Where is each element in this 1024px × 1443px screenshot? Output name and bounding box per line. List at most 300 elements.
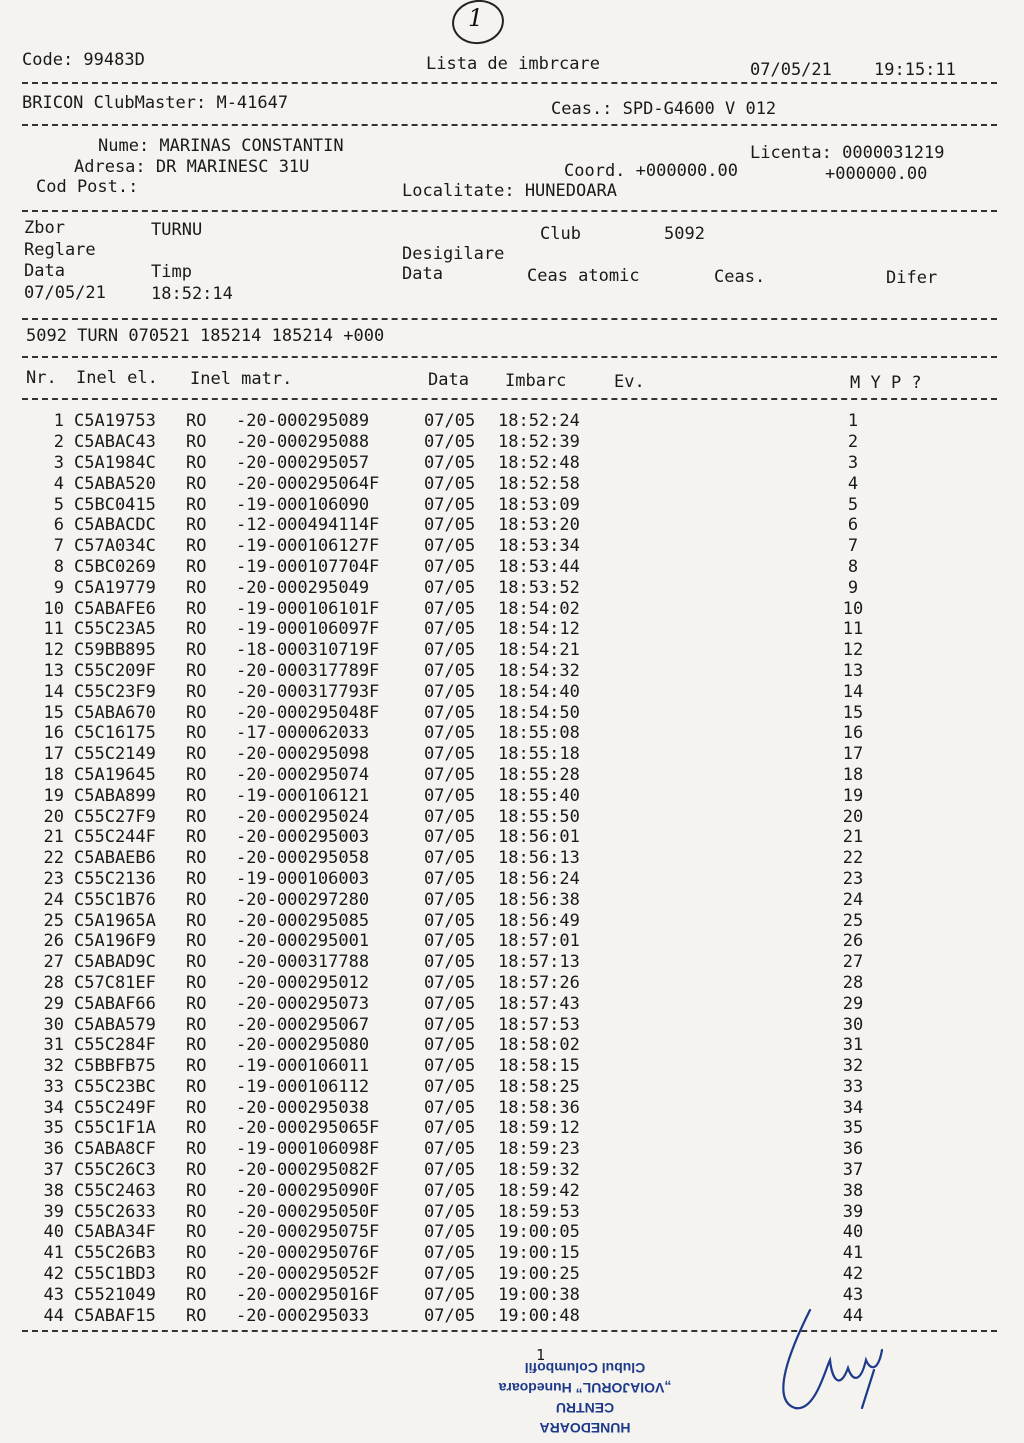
row-number: 4 — [53, 473, 64, 494]
ring-number: -20-000295049 — [236, 577, 370, 598]
table-row — [30, 1222, 868, 1243]
ring-number: -20-000295082F — [236, 1160, 380, 1181]
entry-date: 07/05 — [424, 910, 476, 931]
row-number: 1 — [53, 411, 64, 432]
entry-date: 07/05 — [424, 1056, 476, 1077]
electronic-ring: C5A19779 — [74, 577, 156, 598]
country-code: RO — [186, 702, 207, 723]
order-number: 26 — [842, 931, 864, 952]
electronic-ring: C5ABAD9C — [74, 952, 156, 973]
table-row — [30, 973, 868, 994]
electronic-ring: C5ABA899 — [74, 785, 156, 806]
ring-number: -20-000295089 — [236, 411, 370, 432]
country-code: RO — [186, 1056, 207, 1077]
order-number: 6 — [847, 515, 859, 536]
order-number: 40 — [842, 1222, 864, 1243]
flight-label: Zbor — [24, 218, 65, 238]
country-code: RO — [186, 536, 207, 557]
entry-date: 07/05 — [424, 889, 476, 910]
locality: Localitate: HUNEDOARA — [402, 181, 617, 201]
flight-value: TURNU — [151, 220, 203, 240]
entry-date: 07/05 — [424, 598, 476, 619]
device-id: BRICON ClubMaster: M-41647 — [22, 93, 289, 113]
order-number: 7 — [847, 536, 859, 557]
country-code: RO — [186, 1201, 207, 1222]
ring-number: -20-000295080 — [236, 1035, 370, 1056]
electronic-ring: C5BC0415 — [74, 494, 156, 515]
row-number: 22 — [43, 848, 64, 869]
entry-time: 18:59:23 — [498, 1139, 580, 1160]
entry-time: 18:52:48 — [498, 452, 580, 473]
electronic-ring: C55C2149 — [74, 744, 156, 765]
electronic-ring: C5A1965A — [74, 910, 156, 931]
entry-time: 18:57:01 — [498, 931, 580, 952]
entry-date: 07/05 — [424, 848, 476, 869]
entry-time: 18:55:18 — [498, 744, 580, 765]
entry-date: 07/05 — [424, 723, 476, 744]
table-row — [30, 494, 868, 515]
ring-number: -20-000295024 — [236, 806, 370, 827]
table-row — [30, 889, 868, 910]
electronic-ring: C5ABA520 — [74, 473, 156, 494]
col-inel-el: Inel el. — [76, 368, 158, 388]
row-number: 31 — [43, 1035, 64, 1056]
timp-label: Timp — [151, 262, 192, 282]
order-number: 36 — [842, 1139, 864, 1160]
table-row — [30, 411, 868, 432]
table-row — [30, 1284, 868, 1305]
ring-number: -20-000295088 — [236, 432, 370, 453]
entry-date: 07/05 — [424, 1201, 476, 1222]
country-code: RO — [186, 432, 207, 453]
table-row — [30, 1035, 868, 1056]
country-code: RO — [186, 1014, 207, 1035]
country-code: RO — [186, 473, 207, 494]
order-number: 12 — [842, 640, 864, 661]
electronic-ring: C55C1B76 — [74, 889, 156, 910]
row-number: 17 — [43, 744, 64, 765]
coordinates-x: Coord. +000000.00 — [564, 161, 738, 181]
entry-time: 18:54:12 — [498, 619, 580, 640]
entry-time: 18:54:02 — [498, 598, 580, 619]
ring-number: -18-000310719F — [236, 640, 380, 661]
order-number: 33 — [842, 1076, 864, 1097]
electronic-ring: C5ABA8CF — [74, 1139, 156, 1160]
col-imbarc: Imbarc — [505, 371, 567, 391]
ring-number: -19-000106121 — [236, 785, 370, 806]
entry-time: 18:53:44 — [498, 556, 580, 577]
table-row — [30, 785, 868, 806]
country-code: RO — [186, 764, 207, 785]
entry-date: 07/05 — [424, 1305, 476, 1326]
entry-date: 07/05 — [424, 1097, 476, 1118]
entry-date: 07/05 — [424, 785, 476, 806]
ring-number: -19-000107704F — [236, 556, 380, 577]
entry-time: 18:52:39 — [498, 432, 580, 453]
ring-number: -20-000317788 — [236, 952, 370, 973]
ring-number: -19-000106097F — [236, 619, 380, 640]
row-number: 15 — [43, 702, 64, 723]
print-date: 07/05/21 — [750, 60, 832, 80]
stamp-line: CENTRU — [555, 1400, 615, 1416]
separator — [22, 356, 997, 358]
entry-date: 07/05 — [424, 868, 476, 889]
entry-date: 07/05 — [424, 972, 476, 993]
table-row — [30, 1118, 868, 1139]
table-row — [30, 848, 868, 869]
country-code: RO — [186, 723, 207, 744]
country-code: RO — [186, 1097, 207, 1118]
order-number: 27 — [842, 952, 864, 973]
country-code: RO — [186, 1035, 207, 1056]
entry-date: 07/05 — [424, 1243, 476, 1264]
ring-number: -19-000106090 — [236, 494, 370, 515]
entry-date: 07/05 — [424, 619, 476, 640]
row-number: 3 — [53, 452, 64, 473]
postcode-label: Cod Post.: — [36, 177, 139, 197]
row-number: 9 — [53, 577, 64, 598]
table-row — [30, 473, 868, 494]
electronic-ring: C5BBFB75 — [74, 1056, 156, 1077]
entry-time: 18:56:24 — [498, 868, 580, 889]
row-number: 10 — [43, 598, 64, 619]
entry-date: 07/05 — [424, 1160, 476, 1181]
order-number: 25 — [842, 910, 864, 931]
order-number: 13 — [842, 660, 864, 681]
order-number: 39 — [842, 1201, 864, 1222]
ring-number: -20-000295073 — [236, 993, 370, 1014]
entry-date: 07/05 — [424, 556, 476, 577]
table-row — [30, 869, 868, 890]
ring-number: -20-000295064F — [236, 473, 380, 494]
country-code: RO — [186, 1284, 207, 1305]
order-number: 41 — [842, 1243, 864, 1264]
country-code: RO — [186, 411, 207, 432]
country-code: RO — [186, 1118, 207, 1139]
table-row — [30, 453, 868, 474]
ring-number: -19-000106098F — [236, 1139, 380, 1160]
entry-date: 07/05 — [424, 515, 476, 536]
electronic-ring: C5521049 — [74, 1284, 156, 1305]
entry-time: 19:00:25 — [498, 1264, 580, 1285]
ring-number: -20-000295033 — [236, 1305, 370, 1326]
entry-date: 07/05 — [424, 473, 476, 494]
ring-number: -19-000106003 — [236, 868, 370, 889]
col-data: Data — [428, 370, 469, 390]
row-number: 38 — [43, 1180, 64, 1201]
row-number: 40 — [43, 1222, 64, 1243]
clock-label: Ceas. — [714, 267, 766, 287]
row-number: 27 — [43, 952, 64, 973]
entry-time: 19:00:05 — [498, 1222, 580, 1243]
row-number: 8 — [53, 556, 64, 577]
table-row — [30, 1180, 868, 1201]
electronic-ring: C5ABACDC — [74, 515, 156, 536]
table-row — [30, 1014, 868, 1035]
country-code: RO — [186, 931, 207, 952]
electronic-ring: C5ABA34F — [74, 1222, 156, 1243]
entry-date: 07/05 — [424, 681, 476, 702]
entry-date: 07/05 — [424, 660, 476, 681]
electronic-ring: C5BC0269 — [74, 556, 156, 577]
print-time: 19:15:11 — [874, 60, 956, 80]
data-label: Data — [24, 261, 65, 281]
country-code: RO — [186, 577, 207, 598]
page-number: 1 — [536, 1346, 546, 1364]
table-row — [30, 1243, 868, 1264]
country-code: RO — [186, 1222, 207, 1243]
ring-number: -20-000295057 — [236, 452, 370, 473]
set-time: 18:52:14 — [151, 284, 233, 304]
row-number: 39 — [43, 1201, 64, 1222]
ring-number: -19-000106101F — [236, 598, 380, 619]
country-code: RO — [186, 1305, 207, 1326]
row-number: 44 — [43, 1305, 64, 1326]
entry-time: 18:57:13 — [498, 952, 580, 973]
order-number: 1 — [847, 411, 859, 432]
order-number: 5 — [847, 494, 859, 515]
order-number: 16 — [842, 723, 864, 744]
entries-table — [30, 411, 868, 1326]
electronic-ring: C55C27F9 — [74, 806, 156, 827]
order-number: 17 — [842, 744, 864, 765]
ring-number: -20-000295090F — [236, 1180, 380, 1201]
electronic-ring: C5ABAFE6 — [74, 598, 156, 619]
owner-name: Nume: MARINAS CONSTANTIN — [98, 136, 344, 156]
table-row — [30, 640, 868, 661]
table-row — [30, 1056, 868, 1077]
table-row — [30, 1160, 868, 1181]
electronic-ring: C5ABA579 — [74, 1014, 156, 1035]
separator — [22, 318, 997, 320]
country-code: RO — [186, 972, 207, 993]
desigilare-label: Desigilare — [402, 244, 505, 264]
table-row — [30, 910, 868, 931]
country-code: RO — [186, 744, 207, 765]
separator — [22, 124, 997, 126]
ring-number: -20-000295001 — [236, 931, 370, 952]
row-number: 16 — [43, 723, 64, 744]
ring-number: -17-000062033 — [236, 723, 370, 744]
ring-number: -20-000295012 — [236, 972, 370, 993]
entry-time: 18:55:50 — [498, 806, 580, 827]
stamp-line: HUNEDOARA — [539, 1420, 631, 1436]
order-number: 11 — [842, 619, 864, 640]
row-number: 20 — [43, 806, 64, 827]
order-number: 30 — [842, 1014, 864, 1035]
ring-number: -20-000295052F — [236, 1264, 380, 1285]
row-number: 29 — [43, 993, 64, 1014]
entry-time: 19:00:15 — [498, 1243, 580, 1264]
country-code: RO — [186, 556, 207, 577]
ring-number: -20-000295076F — [236, 1243, 380, 1264]
club-label: Club — [540, 224, 581, 244]
country-code: RO — [186, 1180, 207, 1201]
row-number: 30 — [43, 1014, 64, 1035]
row-number: 26 — [43, 931, 64, 952]
country-code: RO — [186, 993, 207, 1014]
order-number: 8 — [847, 556, 859, 577]
table-row — [30, 661, 868, 682]
sync-line: 5092 TURN 070521 185214 185214 +000 — [26, 326, 385, 346]
set-date: 07/05/21 — [24, 283, 106, 303]
table-row — [30, 1139, 868, 1160]
country-code: RO — [186, 827, 207, 848]
order-number: 31 — [842, 1035, 864, 1056]
ring-number: -20-000295075F — [236, 1222, 380, 1243]
order-number: 20 — [842, 806, 864, 827]
order-number: 37 — [842, 1160, 864, 1181]
country-code: RO — [186, 660, 207, 681]
order-number: 44 — [842, 1305, 864, 1326]
row-number: 11 — [43, 619, 64, 640]
table-row — [30, 702, 868, 723]
electronic-ring: C59BB895 — [74, 640, 156, 661]
col-ev: Ev. — [614, 372, 645, 392]
ring-number: -12-000494114F — [236, 515, 380, 536]
ring-number: -20-000297280 — [236, 889, 370, 910]
entry-date: 07/05 — [424, 536, 476, 557]
country-code: RO — [186, 640, 207, 661]
order-number: 15 — [842, 702, 864, 723]
difference-label: Difer — [886, 268, 938, 288]
electronic-ring: C55C23F9 — [74, 681, 156, 702]
row-number: 43 — [43, 1284, 64, 1305]
row-number: 36 — [43, 1139, 64, 1160]
document-title: Lista de imbrcare — [426, 54, 600, 74]
table-row — [30, 1097, 868, 1118]
electronic-ring: C57A034C — [74, 536, 156, 557]
entry-date: 07/05 — [424, 411, 476, 432]
order-number: 35 — [842, 1118, 864, 1139]
entry-date: 07/05 — [424, 1180, 476, 1201]
table-row — [30, 806, 868, 827]
entry-date: 07/05 — [424, 702, 476, 723]
row-number: 5 — [53, 494, 64, 515]
entry-date: 07/05 — [424, 1035, 476, 1056]
electronic-ring: C55C209F — [74, 660, 156, 681]
country-code: RO — [186, 1160, 207, 1181]
table-row — [30, 1264, 868, 1285]
country-code: RO — [186, 952, 207, 973]
table-row — [30, 1305, 868, 1326]
separator — [22, 82, 997, 84]
ring-number: -20-000317789F — [236, 660, 380, 681]
order-number: 43 — [842, 1284, 864, 1305]
entry-time: 18:55:40 — [498, 785, 580, 806]
electronic-ring: C5ABAF15 — [74, 1305, 156, 1326]
row-number: 19 — [43, 785, 64, 806]
entry-date: 07/05 — [424, 931, 476, 952]
entry-time: 18:56:38 — [498, 889, 580, 910]
electronic-ring: C5ABAC43 — [74, 432, 156, 453]
entry-time: 18:59:53 — [498, 1201, 580, 1222]
electronic-ring: C5A1984C — [74, 452, 156, 473]
electronic-ring: C57C81EF — [74, 972, 156, 993]
order-number: 10 — [842, 598, 864, 619]
order-number: 2 — [847, 432, 859, 453]
country-code: RO — [186, 868, 207, 889]
license-number: Licenta: 0000031219 — [750, 143, 945, 163]
order-number: 38 — [842, 1180, 864, 1201]
order-number: 28 — [842, 972, 864, 993]
row-number: 23 — [43, 868, 64, 889]
country-code: RO — [186, 515, 207, 536]
electronic-ring: C5C16175 — [74, 723, 156, 744]
country-code: RO — [186, 910, 207, 931]
stamp-line: „VOIAJORUL” Hunedoara — [498, 1380, 672, 1396]
table-row — [30, 952, 868, 973]
entry-time: 18:53:09 — [498, 494, 580, 515]
row-number: 37 — [43, 1160, 64, 1181]
row-number: 18 — [43, 764, 64, 785]
order-number: 14 — [842, 681, 864, 702]
entry-time: 19:00:48 — [498, 1305, 580, 1326]
order-number: 29 — [842, 993, 864, 1014]
entry-time: 18:59:42 — [498, 1180, 580, 1201]
country-code: RO — [186, 806, 207, 827]
order-number: 4 — [847, 473, 859, 494]
order-number: 19 — [842, 785, 864, 806]
entry-date: 07/05 — [424, 494, 476, 515]
entry-time: 18:56:13 — [498, 848, 580, 869]
ring-number: -19-000106112 — [236, 1076, 370, 1097]
owner-address: Adresa: DR MARINESC 31U — [74, 157, 310, 177]
country-code: RO — [186, 848, 207, 869]
ring-number: -19-000106011 — [236, 1056, 370, 1077]
electronic-ring: C55C244F — [74, 827, 156, 848]
entry-date: 07/05 — [424, 1284, 476, 1305]
table-row — [30, 598, 868, 619]
ring-number: -20-000295074 — [236, 764, 370, 785]
country-code: RO — [186, 1076, 207, 1097]
clock-id: Ceas.: SPD-G4600 V 012 — [551, 99, 777, 119]
entry-date: 07/05 — [424, 993, 476, 1014]
entry-time: 18:55:28 — [498, 764, 580, 785]
handwritten-number: 1 — [468, 4, 484, 32]
electronic-ring: C55C284F — [74, 1035, 156, 1056]
ring-number: -20-000295050F — [236, 1201, 380, 1222]
table-row — [30, 1077, 868, 1098]
table-row — [30, 515, 868, 536]
separator — [22, 210, 997, 212]
row-number: 14 — [43, 681, 64, 702]
col-nr: Nr. — [26, 368, 57, 388]
row-number: 21 — [43, 827, 64, 848]
electronic-ring: C55C1BD3 — [74, 1264, 156, 1285]
table-row — [30, 1201, 868, 1222]
ring-number: -20-000295048F — [236, 702, 380, 723]
entry-date: 07/05 — [424, 952, 476, 973]
row-number: 32 — [43, 1056, 64, 1077]
country-code: RO — [186, 785, 207, 806]
ring-number: -20-000295016F — [236, 1284, 380, 1305]
order-number: 42 — [842, 1264, 864, 1285]
table-row — [30, 993, 868, 1014]
order-number: 32 — [842, 1056, 864, 1077]
table-row — [30, 723, 868, 744]
ring-number: -20-000295085 — [236, 910, 370, 931]
row-number: 42 — [43, 1264, 64, 1285]
entry-time: 18:55:08 — [498, 723, 580, 744]
table-row — [30, 765, 868, 786]
data2-label: Data — [402, 264, 443, 284]
stamp-line: Clubul Columbofil — [524, 1360, 646, 1376]
country-code: RO — [186, 1243, 207, 1264]
country-code: RO — [186, 681, 207, 702]
electronic-ring: C5A19645 — [74, 764, 156, 785]
table-row — [30, 744, 868, 765]
